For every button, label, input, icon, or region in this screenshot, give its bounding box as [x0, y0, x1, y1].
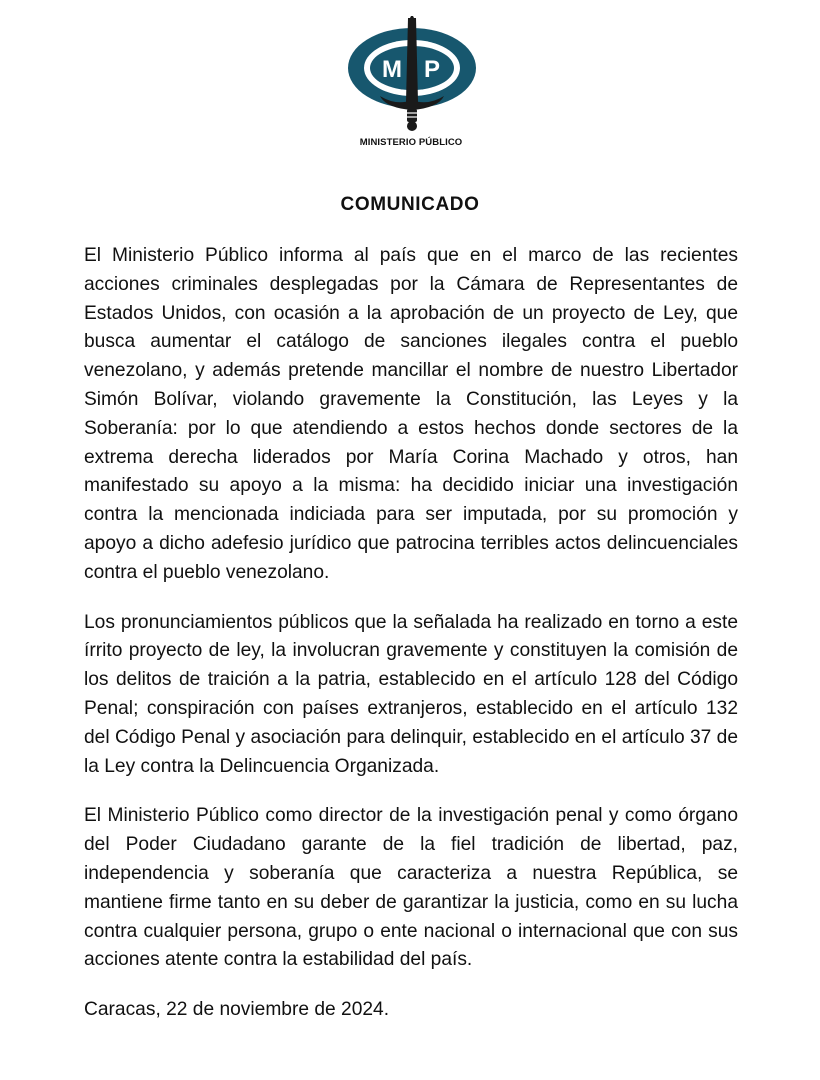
- paragraph-2: Los pronunciamientos públicos que la señalada ha realizado en torno a este írrito proyecto de ley, la involucran gravemente y constituyen la comisión de los delitos de traición a la patria, establecido en el artículo 128 del Código Penal; conspiración con países extranjeros, establecido en el artículo 132 del Código Penal y asociación para delinquir, establecido en el artículo 37 de la Ley contra la Delincuencia Organizada.: [84, 611, 738, 777]
- logo-caption: MINISTERIO PÚBLICO: [359, 137, 463, 148]
- paragraph-1: El Ministerio Público informa al país que en el marco de las recientes acciones criminales desplegadas por la Cámara de Representantes de Estados Unidos, con ocasión a la aprobación de un proyecto de Ley, que busca aumentar el catálogo de sanciones ilegales contra el pueblo venezolano, y además pretende mancillar el nombre de nuestro Libertador Simón Bolívar, violando gravemente la Constitución, las Leyes y la Soberanía: por lo que atendiendo a estos hechos donde sectores de la extrema derecha liderados por María Corina Machado y otros, han manifestado su apoyo a la misma: ha decidido iniciar una investigación contra la mencionada indiciada para ser imputada, por su promoción y apoyo a dicho adefesio jurídico que patrocina terribles actos delincuenciales contra el pueblo venezolano.: [84, 245, 738, 583]
- ministerio-publico-logo: [340, 16, 482, 154]
- sword-blade: [406, 18, 418, 102]
- logo-letter-m: M: [382, 56, 402, 83]
- sword-grip: [407, 109, 417, 122]
- document-body: [84, 242, 738, 1025]
- sword-pommel: [407, 121, 417, 131]
- document-title: COMUNICADO: [340, 194, 480, 215]
- sword-emblem-icon: [340, 16, 482, 136]
- dateline: Caracas, 22 de noviembre de 2024.: [84, 999, 390, 1021]
- paragraph-3: El Ministerio Público como director de la investigación penal y como órgano del Poder Ciudadano garante de la fiel tradición de libertad, paz, independencia y soberanía que caracteriza a nuestra República, se mantiene firme tanto en su deber de garantizar la justicia, como en su lucha contra cualquier persona, grupo o ente nacional o internacional que con sus acciones atente contra la estabilidad del país.: [84, 805, 738, 971]
- logo-letter-p: P: [423, 56, 441, 83]
